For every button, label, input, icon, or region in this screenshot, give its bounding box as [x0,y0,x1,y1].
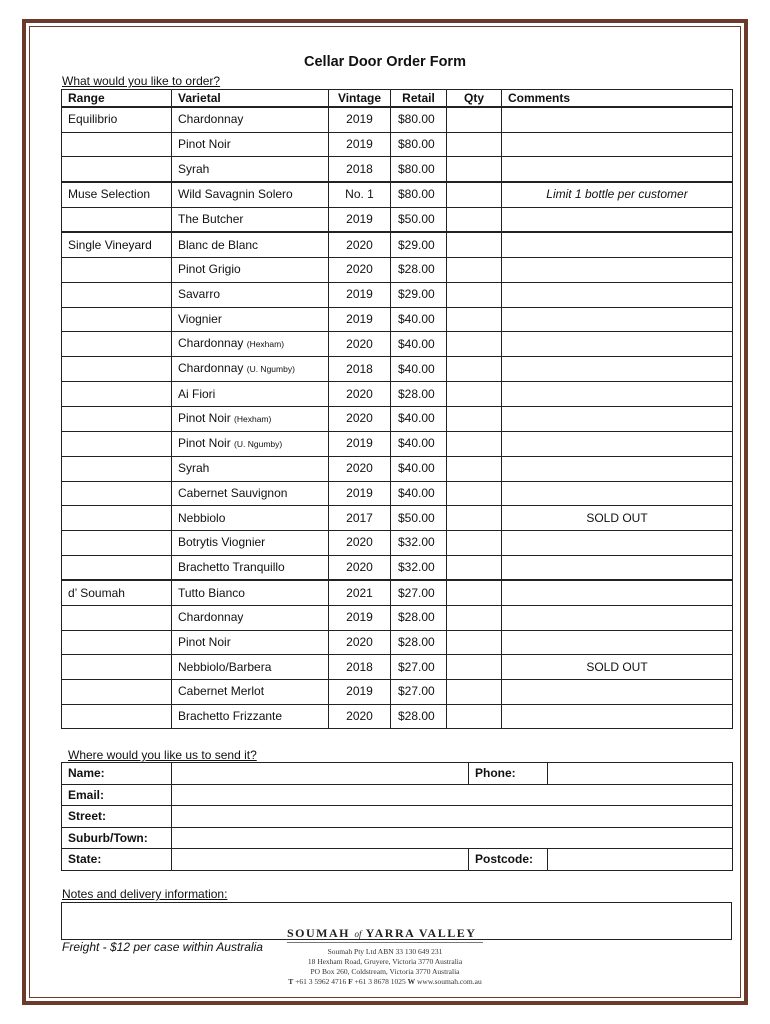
comment-cell [502,357,733,382]
order-table [61,89,733,729]
varietal-cell [172,506,329,531]
contact-line-3: PO Box 260, Coldstream, Victoria 3770 Australia [310,967,460,976]
street-label: Street: [62,806,172,828]
varietal-name: Tutto Bianco [178,585,245,600]
range-cell: Muse Selection [62,182,172,207]
varietal-name: Pinot Noir [178,435,231,450]
range-cell [62,530,172,555]
vintage-cell: 2020 [329,704,391,729]
varietal-cell [172,630,329,655]
qty-field[interactable] [447,481,502,506]
vintage-cell: 2019 [329,481,391,506]
vintage-cell: 2020 [329,406,391,431]
order-row [62,207,733,232]
qty-field[interactable] [447,506,502,531]
qty-field[interactable] [447,580,502,605]
qty-field[interactable] [447,282,502,307]
varietal-cell [172,357,329,382]
range-cell [62,406,172,431]
retail-cell: $29.00 [391,232,447,257]
comment-cell [502,606,733,631]
varietal-name: Pinot Noir [178,137,231,152]
varietal-name: Savarro [178,287,221,302]
qty-field[interactable] [447,232,502,257]
address-row-name [62,763,733,785]
order-row [62,555,733,580]
header-vintage: Vintage [329,90,391,108]
retail-cell: $80.00 [391,132,447,157]
comment-cell [502,258,733,283]
range-cell [62,481,172,506]
order-row [62,282,733,307]
range-cell: d’ Soumah [62,580,172,605]
qty-field[interactable] [447,207,502,232]
street-field[interactable] [172,806,733,828]
contact-website: www.soumah.com.au [416,977,482,986]
email-label: Email: [62,784,172,806]
qty-field[interactable] [447,655,502,680]
retail-cell: $40.00 [391,332,447,357]
phone-label: Phone: [469,763,548,785]
retail-cell: $32.00 [391,530,447,555]
header-comments: Comments [502,90,733,108]
address-row-email [62,784,733,806]
vintage-cell: 2019 [329,606,391,631]
varietal-name: Chardonnay [178,610,244,625]
varietal-name: Ai Fiori [178,386,216,401]
vintage-cell: 2020 [329,332,391,357]
retail-cell: $80.00 [391,157,447,182]
varietal-cell [172,530,329,555]
order-row [62,182,733,207]
comment-cell [502,555,733,580]
brand-logo [287,926,483,943]
retail-cell: $40.00 [391,307,447,332]
brand-yarra: YARRA VALLEY [365,926,477,940]
comment-cell: SOLD OUT [502,506,733,531]
varietal-cell [172,107,329,132]
phone-field[interactable] [548,763,733,785]
vintage-cell: 2019 [329,431,391,456]
qty-field[interactable] [447,157,502,182]
phone-prefix: T [288,977,294,986]
varietal-name: Chardonnay [178,336,244,351]
varietal-name: Nebbiolo/Barbera [178,659,272,674]
range-cell [62,382,172,407]
range-cell [62,655,172,680]
range-cell [62,555,172,580]
comment-cell [502,530,733,555]
comment-cell [502,107,733,132]
varietal-name: Cabernet Sauvignon [178,485,288,500]
range-cell [62,157,172,182]
retail-cell: $50.00 [391,506,447,531]
order-row [62,332,733,357]
order-row [62,431,733,456]
retail-cell: $28.00 [391,606,447,631]
retail-cell: $28.00 [391,258,447,283]
vintage-cell: 2019 [329,107,391,132]
varietal-name: Pinot Noir [178,410,231,425]
comment-cell [502,132,733,157]
order-row [62,456,733,481]
comment-cell [502,282,733,307]
retail-cell: $40.00 [391,357,447,382]
brand-soumah: SOUMAH [287,926,350,940]
state-field[interactable] [172,849,469,871]
qty-field[interactable] [447,182,502,207]
header-range: Range [62,90,172,108]
vintage-cell: 2017 [329,506,391,531]
range-cell [62,357,172,382]
qty-field[interactable] [447,630,502,655]
retail-cell: $27.00 [391,580,447,605]
varietal-cell [172,382,329,407]
vintage-cell: 2019 [329,132,391,157]
qty-field[interactable] [447,431,502,456]
qty-field[interactable] [447,258,502,283]
order-row [62,307,733,332]
varietal-cell [172,431,329,456]
contact-line-1: Soumah Pty Ltd ABN 33 130 649 231 [327,947,443,956]
retail-cell: $40.00 [391,456,447,481]
comment-cell [502,680,733,705]
varietal-name: Viognier [178,311,222,326]
varietal-name: Botrytis Viognier [178,535,266,550]
retail-cell: $32.00 [391,555,447,580]
qty-field[interactable] [447,680,502,705]
comment-cell [502,456,733,481]
comment-cell [502,232,733,257]
header-retail: Retail [391,90,447,108]
order-table-header [62,90,733,108]
retail-cell: $28.00 [391,382,447,407]
vintage-cell: 2019 [329,680,391,705]
vintage-cell: 2018 [329,655,391,680]
range-cell [62,207,172,232]
varietal-cell [172,307,329,332]
range-cell: Equilibrio [62,107,172,132]
retail-cell: $80.00 [391,182,447,207]
vintage-cell: 2020 [329,530,391,555]
vintage-cell: No. 1 [329,182,391,207]
qty-field[interactable] [447,456,502,481]
retail-cell: $28.00 [391,704,447,729]
order-row [62,704,733,729]
fax-prefix: F [348,977,353,986]
order-row [62,481,733,506]
qty-field[interactable] [447,357,502,382]
varietal-cell [172,232,329,257]
order-row [62,232,733,257]
web-prefix: W [407,977,416,986]
suburb-field[interactable] [172,827,733,849]
varietal-cell [172,606,329,631]
range-cell [62,431,172,456]
varietal-cell [172,258,329,283]
delivery-section-label: Where would you like us to send it? [68,748,257,762]
retail-cell: $27.00 [391,655,447,680]
qty-field[interactable] [447,555,502,580]
contact-line-4 [230,977,540,987]
comment-cell [502,406,733,431]
comment-cell [502,630,733,655]
name-label: Name: [62,763,172,785]
order-row [62,655,733,680]
retail-cell: $28.00 [391,630,447,655]
varietal-cell [172,332,329,357]
varietal-name: Pinot Noir [178,635,231,650]
range-cell [62,680,172,705]
vintage-cell: 2020 [329,382,391,407]
varietal-name: Brachetto Frizzante [178,709,283,724]
retail-cell: $80.00 [391,107,447,132]
varietal-name: Syrah [178,161,210,176]
contact-line-2: 18 Hexham Road, Gruyere, Victoria 3770 Australia [307,957,463,966]
qty-field[interactable] [447,307,502,332]
varietal-name: Nebbiolo [178,510,226,525]
postcode-field[interactable] [548,849,733,871]
range-cell [62,506,172,531]
state-label: State: [62,849,172,871]
varietal-name: Chardonnay [178,112,244,127]
order-row [62,157,733,182]
qty-field[interactable] [447,530,502,555]
vintage-cell: 2020 [329,232,391,257]
qty-field[interactable] [447,132,502,157]
comment-cell [502,431,733,456]
order-row [62,506,733,531]
order-row [62,132,733,157]
address-table [61,762,733,871]
varietal-cell [172,406,329,431]
contact-phone: +61 3 5962 4716 [295,977,347,986]
comment-cell [502,332,733,357]
address-row-street [62,806,733,828]
name-field[interactable] [172,763,469,785]
vintage-cell: 2019 [329,207,391,232]
varietal-name: Chardonnay [178,361,244,376]
varietal-name: Wild Savagnin Solero [178,187,293,202]
range-cell [62,332,172,357]
header-varietal: Varietal [172,90,329,108]
varietal-cell [172,680,329,705]
range-cell [62,132,172,157]
retail-cell: $40.00 [391,481,447,506]
vintage-cell: 2020 [329,555,391,580]
range-cell [62,630,172,655]
retail-cell: $40.00 [391,431,447,456]
varietal-cell [172,580,329,605]
varietal-cell [172,481,329,506]
varietal-note: (U. Ngumby) [234,438,283,449]
postcode-label: Postcode: [469,849,548,871]
freight-note: Freight - $12 per case within Australia [62,940,263,954]
varietal-cell [172,282,329,307]
range-cell [62,704,172,729]
order-row [62,580,733,605]
range-cell: Single Vineyard [62,232,172,257]
varietal-name: Cabernet Merlot [178,684,265,699]
vintage-cell: 2020 [329,456,391,481]
qty-field[interactable] [447,606,502,631]
range-cell [62,456,172,481]
varietal-cell [172,157,329,182]
qty-field[interactable] [447,107,502,132]
varietal-note: (Hexham) [234,413,272,424]
varietal-cell [172,704,329,729]
brand-of: of [354,929,362,939]
vintage-cell: 2020 [329,630,391,655]
suburb-label: Suburb/Town: [62,827,172,849]
range-cell [62,307,172,332]
address-row-suburb [62,827,733,849]
qty-field[interactable] [447,382,502,407]
comment-cell [502,580,733,605]
varietal-name: Syrah [178,461,210,476]
varietal-cell [172,132,329,157]
page-title: Cellar Door Order Form [304,54,466,70]
qty-field[interactable] [447,332,502,357]
comment-cell [502,307,733,332]
retail-cell: $50.00 [391,207,447,232]
varietal-name: The Butcher [178,212,244,227]
range-cell [62,258,172,283]
order-row [62,630,733,655]
retail-cell: $27.00 [391,680,447,705]
order-row [62,357,733,382]
varietal-name: Pinot Grigio [178,262,241,277]
varietal-name: Brachetto Tranquillo [178,559,285,574]
vintage-cell: 2019 [329,307,391,332]
comment-cell [502,481,733,506]
email-field[interactable] [172,784,733,806]
order-row [62,382,733,407]
vintage-cell: 2018 [329,157,391,182]
vintage-cell: 2021 [329,580,391,605]
order-section-label: What would you like to order? [62,74,221,88]
range-cell [62,282,172,307]
order-row [62,107,733,132]
retail-cell: $40.00 [391,406,447,431]
varietal-name: Blanc de Blanc [178,237,259,252]
varietal-cell [172,555,329,580]
order-row [62,406,733,431]
varietal-note: (Hexham) [246,339,285,350]
vintage-cell: 2018 [329,357,391,382]
comment-cell [502,704,733,729]
vintage-cell: 2019 [329,282,391,307]
order-row [62,258,733,283]
varietal-cell [172,655,329,680]
qty-field[interactable] [447,406,502,431]
comment-cell [502,157,733,182]
order-row [62,606,733,631]
contact-fax: +61 3 8678 1025 [354,977,406,986]
order-row [62,680,733,705]
range-cell [62,606,172,631]
comment-cell: SOLD OUT [502,655,733,680]
comment-cell [502,382,733,407]
vintage-cell: 2020 [329,258,391,283]
order-row [62,530,733,555]
varietal-cell [172,207,329,232]
varietal-cell [172,182,329,207]
header-qty: Qty [447,90,502,108]
notes-section-label: Notes and delivery information: [62,887,228,901]
varietal-note: (U. Ngumby) [246,364,295,375]
qty-field[interactable] [447,704,502,729]
comment-cell [502,207,733,232]
address-row-state [62,849,733,871]
varietal-cell [172,456,329,481]
comment-cell: Limit 1 bottle per customer [502,182,733,207]
retail-cell: $29.00 [391,282,447,307]
